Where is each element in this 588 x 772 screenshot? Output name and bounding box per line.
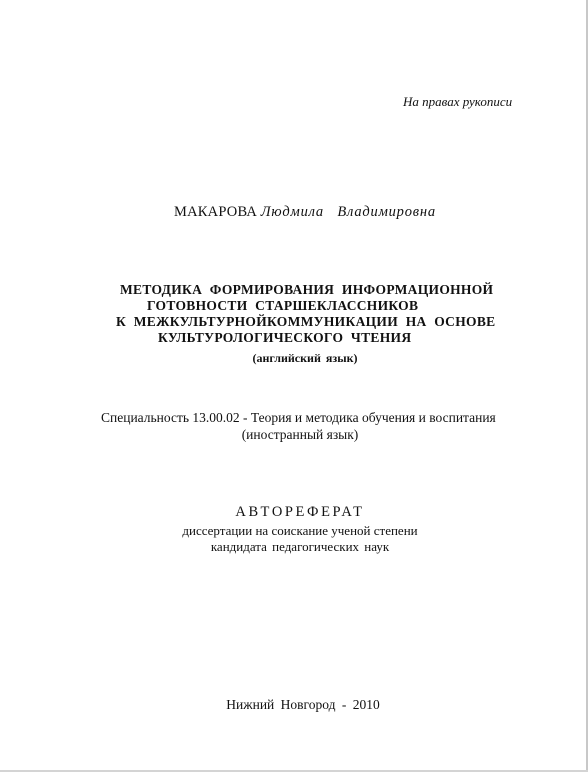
title-line-4: КУЛЬТУРОЛОГИЧЕСКОГО ЧТЕНИЯ [158, 330, 412, 345]
dissertation-line-2: кандидата педагогических наук [210, 539, 390, 554]
author-surname: МАКАРОВА [174, 204, 258, 220]
title-line-3: К МЕЖКУЛЬТУРНОЙКОММУНИКАЦИИ НА ОСНОВЕ [116, 314, 496, 329]
author-name [0, 205, 588, 220]
title-language-note: (английский язык) [252, 351, 358, 365]
title-line-1: МЕТОДИКА ФОРМИРОВАНИЯ ИНФОРМАЦИОННОЙ [120, 282, 494, 297]
specialty-line-1: Специальность 13.00.02 - Теория и методика обучения и воспитания [101, 410, 496, 425]
dissertation-line-1: диссертации на соискание ученой степени [182, 523, 418, 538]
author-given-names: Людмила Владимировна [260, 204, 436, 220]
manuscript-note: На правах рукописи [403, 94, 513, 109]
specialty-line-2: (иностранный язык) [241, 427, 359, 442]
city-year: Нижний Новгород - 2010 [226, 697, 380, 712]
document-type-heading: АВТОРЕФЕРАТ [235, 504, 365, 520]
title-line-2: ГОТОВНОСТИ СТАРШЕКЛАССНИКОВ [147, 298, 419, 313]
